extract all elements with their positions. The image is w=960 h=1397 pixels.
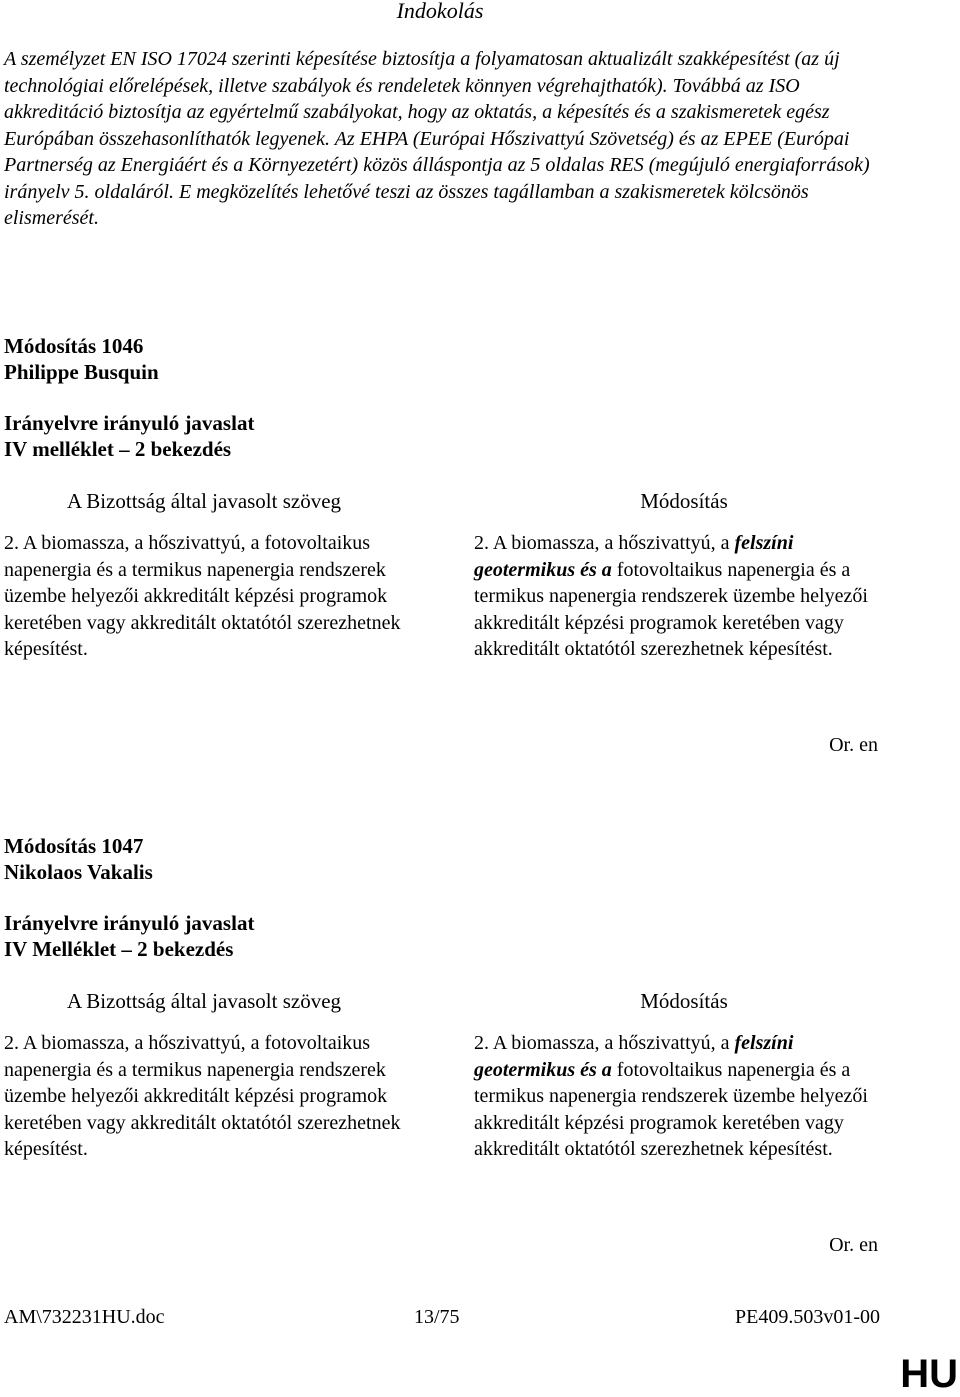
amendment-author: Nikolaos Vakalis <box>4 860 153 884</box>
amendment-column <box>474 488 894 663</box>
amendment-text-inserted: felszíni geotermikus és a <box>474 532 794 581</box>
commission-column <box>4 488 404 663</box>
amendment-proposal: Irányelvre irányuló javaslat <box>4 911 255 935</box>
commission-text: 2. A biomassza, a hőszivattyú, a fotovoltaikus napenergia és a termikus napenergia rendszerek üzembe helyezői akkreditált képzési programok keretében vagy akkreditált oktatótól szerezhetnek képesítést. <box>4 532 401 660</box>
amendment-text <box>474 1030 894 1163</box>
amendment-author: Philippe Busquin <box>4 360 159 384</box>
amendment-number: Módosítás 1046 <box>4 334 144 358</box>
amendment-text-post: fotovoltaikus napenergia és a termikus napenergia rendszerek üzembe helyezői akkreditált képzési programok keretében vagy akkreditált oktatótól szerezhetnek képesítést. <box>474 1058 868 1160</box>
amendment-text-post: fotovoltaikus napenergia és a termikus napenergia rendszerek üzembe helyezői akkreditált képzési programok keretében vagy akkreditált oktatótól szerezhetnek képesítést. <box>474 558 868 660</box>
amendment-text-pre: 2. A biomassza, a hőszivattyú, a <box>474 1032 735 1054</box>
amendment-column-heading: Módosítás <box>640 989 728 1013</box>
footer-page-number: 13/75 <box>414 1306 460 1328</box>
amendment-column <box>474 988 894 1163</box>
amendment-column-heading: Módosítás <box>640 489 728 513</box>
language-code: HU <box>900 1352 958 1396</box>
commission-column-heading: A Bizottság által javasolt szöveg <box>66 989 342 1013</box>
amendment-text-pre: 2. A biomassza, a hőszivattyú, a <box>474 532 735 554</box>
justification-text: A személyzet EN ISO 17024 szerinti képesítése biztosítja a folyamatosan aktualizált szakképesítést (az új technológiai előrelépések, illetve szabályok és rendeletek könnyen végrehajthatók). Továbbá az ISO akkreditáció biztosítja az egyértelmű szabályokat, hogy az oktatás, a képesítés és a szakismeretek egész Európában összehasonlíthatók legyenek. Az EHPA (Európai Hőszivattyú Szövetség) és az EPEE (Európai Partnerség az Energiáért és a Környezetért) közös álláspontja az 5 oldalas RES (megújuló energiaforrások) irányelv 5. oldaláról. E megközelítés lehetővé teszi az összes tagállamban a szakismeretek kölcsönös elismerését. <box>4 48 870 229</box>
amendment-text <box>474 530 894 663</box>
justification-title: Indokolás <box>396 0 484 23</box>
footer-pe-ref: PE409.503v01-00 <box>735 1306 880 1328</box>
amendment-proposal: Irányelvre irányuló javaslat <box>4 411 255 435</box>
commission-text: 2. A biomassza, a hőszivattyú, a fotovoltaikus napenergia és a termikus napenergia rendszerek üzembe helyezői akkreditált képzési programok keretében vagy akkreditált oktatótól szerezhetnek képesítést. <box>4 1032 401 1160</box>
amendment-number: Módosítás 1047 <box>4 834 144 858</box>
amendment-text-inserted: felszíni geotermikus és a <box>474 1032 794 1081</box>
commission-column <box>4 988 404 1163</box>
amendment-reference: IV Melléklet – 2 bekezdés <box>4 937 234 961</box>
commission-column-heading: A Bizottság által javasolt szöveg <box>66 489 342 513</box>
original-language: Or. en <box>829 734 878 756</box>
original-language: Or. en <box>829 1234 878 1256</box>
footer-doc-ref: AM\732231HU.doc <box>4 1306 165 1328</box>
amendment-reference: IV melléklet – 2 bekezdés <box>4 437 232 461</box>
